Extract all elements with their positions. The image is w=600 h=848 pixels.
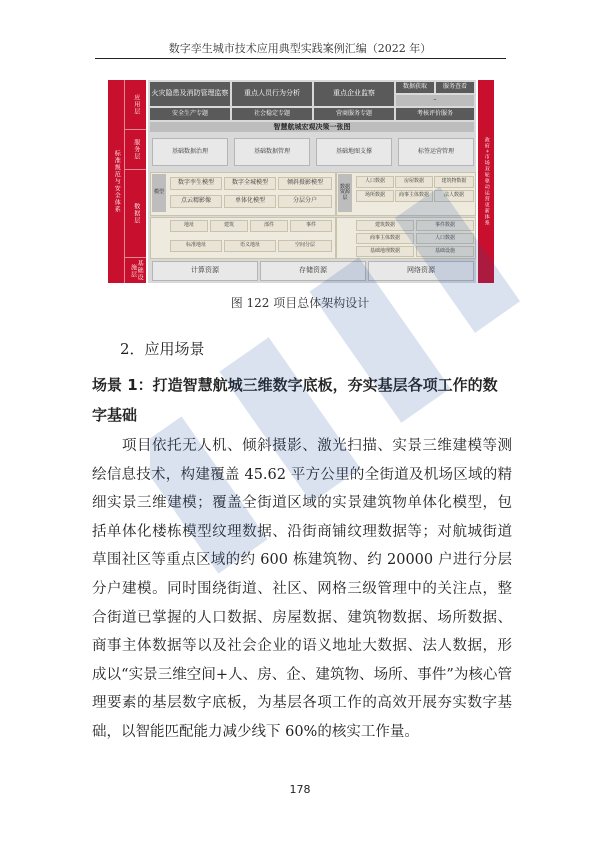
addr-5: 标准地址 [170,240,222,252]
data-model-label: 模型 [152,174,166,212]
app-key-enterprise: 重点企业监察 [314,82,394,106]
right-banner-column [478,80,494,283]
app-key-persons: 重点人员行为分析 [232,82,312,106]
app-safety-topic: 安全生产专题 [150,108,230,120]
scene-title: 场景 1：打造智慧航城三维数字底板，夯实基层各项工作的数字基础 [92,376,498,424]
data-model-4: 点云精影像 [170,195,222,208]
data-resource-label: 数据资源层 [338,174,352,212]
layer-label-service: 服务层 [132,139,140,161]
addr-1: 地址 [170,220,208,232]
section-title: 2．应用场景 [120,340,205,358]
theme-2: 事件数据 [416,220,474,231]
architecture-diagram [108,80,494,283]
data-model-2: 数字全城模型 [224,177,276,190]
svc-map-support: 基础地图支撑 [316,138,392,166]
app-fire-safety: 火灾隐患及消防管理监察 [150,82,230,106]
addr-4: 事件 [290,220,332,232]
decision-banner: 智慧航城宏观决策一张图 [150,122,474,132]
svc-tag-operation: 标签运营管理 [398,138,474,166]
theme-4: 人口数据 [416,233,474,244]
layer-label-app: 应用层 [132,94,140,116]
figure-caption: 图 122 项目总体架构设计 [230,296,370,310]
data-model-1: 数字孪生模型 [170,177,222,190]
addr-7: 空间分层 [278,240,332,252]
layer-label-infra: 基础设施层 [129,260,144,281]
app-data-fetch: 数据获取 [396,82,434,93]
data-res-1: 人口数据 [356,176,394,188]
svc-data-governance: 基础数据治理 [152,138,228,166]
app-business-topic: 营商服务专题 [314,108,394,120]
left-layer-column [108,80,146,283]
data-res-4: 场所数据 [356,190,394,202]
data-res-3: 建筑物数据 [434,176,474,188]
right-banner: 政府+市场双轮驱动运营更新体系 [483,136,490,227]
page-header: 数字孪生城市技术应用典型实践案例汇编（2022 年） [168,42,432,55]
addr-3: 部件 [250,220,288,232]
app-service-view: 服务查看 [436,82,474,93]
infra-storage: 存储资源 [260,261,366,281]
data-res-6: 法人数据 [434,190,474,202]
addr-2: 建筑 [210,220,248,232]
data-model-5: 单体化模型 [224,195,276,208]
app-dash-box: – [396,95,474,106]
body-paragraph: 项目依托无人机、倾斜摄影、激光扫描、实景三维建模等测绘信息技术，构建覆盖 45.62 平方公里的全街道及机场区域的精细实景三维建模；覆盖全街道区域的实景建筑物单体化模型，包括单体化楼栋模型纹理数据、沿街商铺纹理数据等；对航城街道草围社区等重点区域的约 600 栋建筑物、约 20000 户进行分层分户建模。同时围绕街道、社区、网格三级管理中的关注点，整合街道已掌握的人口数据、房屋数据、建筑物数据、场所数据、商事主体数据等以及社会企业的语义地址大数据、法人数据，形成以“实景三维空间+人、房、企、建筑物、场所、事件”为核心管理要素的基层数字底板，为基层各项工作的高效开展夯实数字基础，以智能匹配能力减少线下 60%的核实工作量。 [92,438,512,740]
data-res-5: 商事主体数据 [395,190,433,202]
theme-5: 基础地理数据 [356,246,414,257]
data-model-3: 倾斜摄影模型 [278,177,332,190]
theme-6: 基础设施 [416,246,474,257]
svc-data-management: 基础数据管理 [234,138,310,166]
page-number: 178 [289,783,311,796]
data-model-6: 分层分户 [278,195,332,208]
theme-3: 商事主体数据 [356,233,414,244]
app-evaluation: 考核评价服务 [396,108,474,120]
infra-compute: 计算资源 [152,261,258,281]
diagram-grid [148,80,476,283]
app-stability-topic: 社会稳定专题 [232,108,312,120]
header-rule [95,58,506,59]
data-res-2: 房屋数据 [395,176,433,188]
infra-network: 网络资源 [368,261,474,281]
layer-label-data: 数据层 [132,203,140,225]
left-banner: 标准规范与安全体系 [113,150,121,213]
addr-6: 语义地址 [224,240,276,252]
theme-1: 建筑数据 [356,220,414,231]
